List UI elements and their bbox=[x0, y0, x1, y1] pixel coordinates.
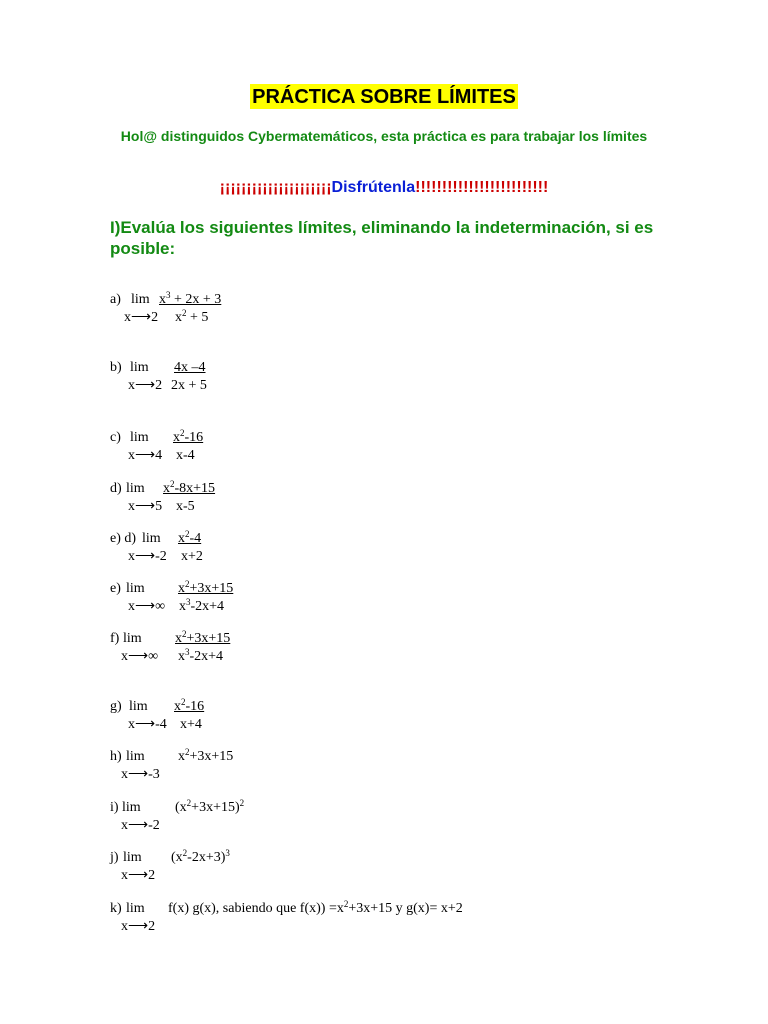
denominator: x-4 bbox=[176, 448, 195, 463]
numerator: $x^2-16$ bbox=[173, 428, 204, 445]
lim-text: lim bbox=[130, 430, 149, 445]
lim-text: lim bbox=[126, 901, 145, 916]
limit-subscript: x⟶2 bbox=[124, 310, 159, 325]
lim-text: lim bbox=[142, 531, 161, 546]
title-container bbox=[0, 84, 768, 109]
limit-subscript: x⟶5 bbox=[128, 499, 163, 514]
limit-subscript: x⟶2 bbox=[121, 919, 156, 934]
exercise-label: g) bbox=[110, 699, 122, 714]
lim-text: lim bbox=[123, 631, 142, 646]
lim-text: lim bbox=[122, 800, 141, 815]
denominator: $x^3-2x+4$ bbox=[179, 597, 225, 614]
denominator: x-5 bbox=[176, 499, 195, 514]
denominator: $x^2 + 5$ bbox=[175, 308, 209, 325]
enjoy-close-marks: !!!!!!!!!!!!!!!!!!!!!!!!! bbox=[415, 179, 549, 196]
expression: $x^2+3x+15$ bbox=[178, 747, 234, 764]
limit-subscript: x⟶4 bbox=[128, 448, 163, 463]
limit-subscript: x⟶-4 bbox=[128, 717, 167, 732]
lim-text: lim bbox=[123, 850, 142, 865]
exercise-label: f) bbox=[110, 631, 120, 646]
limit-subscript: x⟶-3 bbox=[121, 767, 160, 782]
numerator: $x^3 + 2x + 3$ bbox=[159, 290, 222, 307]
expression: $(x^2+3x+15)^2$ bbox=[175, 798, 245, 815]
numerator: 4x –4 bbox=[174, 360, 206, 375]
lim-text: lim bbox=[126, 749, 145, 764]
limit-subscript: x⟶-2 bbox=[128, 549, 167, 564]
numerator: $x^2+3x+15$ bbox=[175, 629, 231, 646]
exercise-label: e) d) bbox=[110, 531, 137, 546]
enjoy-word: Disfrútenla bbox=[331, 179, 416, 196]
exercise-label: i) bbox=[110, 800, 119, 815]
exercise-label: a) bbox=[110, 292, 121, 307]
numerator: $x^2+3x+15$ bbox=[178, 579, 234, 596]
lim-text: lim bbox=[126, 581, 145, 596]
denominator: $x^3-2x+4$ bbox=[178, 647, 224, 664]
expression: $(x^2-2x+3)^3$ bbox=[171, 848, 230, 865]
lim-text: lim bbox=[130, 360, 149, 375]
exercise-label: b) bbox=[110, 360, 122, 375]
enjoy-banner bbox=[0, 178, 768, 198]
lim-text: lim bbox=[131, 292, 150, 307]
numerator: $x^2-16$ bbox=[174, 697, 205, 714]
denominator: 2x + 5 bbox=[171, 378, 207, 393]
limit-subscript: x⟶2 bbox=[121, 868, 156, 883]
page-title: PRÁCTICA SOBRE LÍMITES bbox=[252, 86, 516, 108]
section-heading: I)Evalúa los siguientes límites, eliminando la indeterminación, si es posible: bbox=[110, 218, 654, 258]
exercise-label: h) bbox=[110, 749, 122, 764]
exercise-label: k) bbox=[110, 901, 122, 916]
lim-text: lim bbox=[129, 699, 148, 714]
limit-subscript: x⟶2 bbox=[128, 378, 163, 393]
limit-subscript: x⟶-2 bbox=[121, 818, 160, 833]
numerator: $x^2-4$ bbox=[178, 529, 202, 546]
limit-subscript: x⟶∞ bbox=[128, 599, 166, 614]
enjoy-open-marks: ¡¡¡¡¡¡¡¡¡¡¡¡¡¡¡¡¡¡¡¡¡ bbox=[219, 179, 332, 196]
exercise-label: j) bbox=[110, 850, 119, 865]
exercise-label: d) bbox=[110, 481, 122, 496]
lim-text: lim bbox=[126, 481, 145, 496]
denominator: x+2 bbox=[181, 549, 203, 564]
exercise-label: e) bbox=[110, 581, 121, 596]
denominator: x+4 bbox=[180, 717, 202, 732]
limit-subscript: x⟶∞ bbox=[121, 649, 159, 664]
numerator: $x^2-8x+15$ bbox=[163, 479, 216, 496]
exercise-label: c) bbox=[110, 430, 121, 445]
expression: f(x) g(x), sabiendo que $f(x)) =x^2+3x+15$ y g(x)= x+2 bbox=[168, 899, 463, 916]
intro-text: Hol@ distinguidos Cybermatemáticos, esta práctica es para trabajar los límites bbox=[120, 128, 648, 144]
